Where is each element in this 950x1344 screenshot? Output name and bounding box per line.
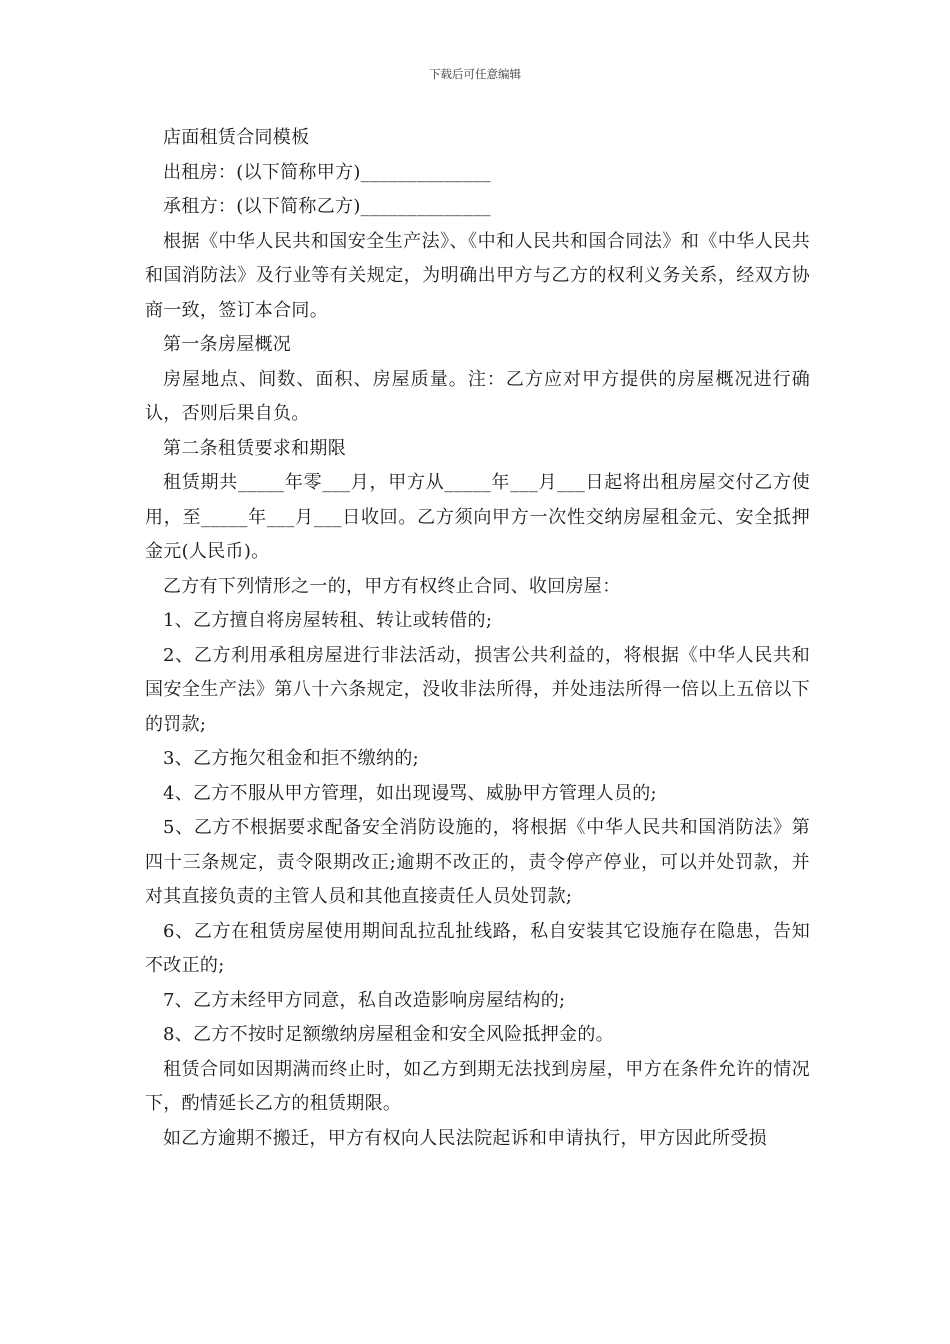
list-item-1: 1、乙方擅自将房屋转租、转让或转借的; xyxy=(163,610,493,631)
section-heading-1: 第一条房屋概况 xyxy=(163,334,292,355)
section-heading-2: 第二条租赁要求和期限 xyxy=(163,437,346,459)
paragraph-termination-intro: 乙方有下列情形之一的，甲方有权终止合同、收回房屋： xyxy=(163,575,621,597)
paragraph-expiry: 租赁合同如因期满而终止时，如乙方到期无法找到房屋，甲方在条件允许的情况下，酌情延长乙方的租赁期限。 xyxy=(145,1058,810,1114)
list-item-5: 5、乙方不根据要求配备安全消防设施的，将根据《中华人民共和国消防法》第四十三条规定，责令限期改正;逾期不改正的，责令停产停业，可以并处罚款，并对其直接负责的主管人员和其他直接责任人员处罚款; xyxy=(145,817,810,907)
list-item-6: 6、乙方在租赁房屋使用期间乱拉乱扯线路，私自安装其它设施存在隐患，告知不改正的; xyxy=(145,920,810,976)
list-item-8: 8、乙方不按时足额缴纳房屋租金和安全风险抵押金的。 xyxy=(163,1024,614,1045)
page-header: 下载后可任意编辑 xyxy=(429,67,521,81)
contract-title: 店面租赁合同模板 xyxy=(163,127,310,148)
contract-body xyxy=(145,121,810,1156)
list-item-7: 7、乙方未经甲方同意，私自改造影响房屋结构的; xyxy=(163,989,566,1011)
paragraph-overdue: 如乙方逾期不搬迁，甲方有权向人民法院起诉和申请执行，甲方因此所受损 xyxy=(163,1127,767,1149)
paragraph-property-overview: 房屋地点、间数、面积、房屋质量。注：乙方应对甲方提供的房屋概况进行确认，否则后果自负。 xyxy=(145,368,810,424)
preamble-paragraph: 根据《中华人民共和国安全生产法》、《中和人民共和国合同法》和《中华人民共和国消防法》及行业等有关规定，为明确出甲方与乙方的权利义务关系，经双方协商一致，签订本合同。 xyxy=(145,230,810,321)
lessee-line: 承租方：(以下简称乙方)______________ xyxy=(163,196,491,217)
list-item-2: 2、乙方利用承租房屋进行非法活动，损害公共利益的，将根据《中华人民共和国安全生产法》第八十六条规定，没收非法所得，并处违法所得一倍以上五倍以下的罚款; xyxy=(145,644,810,735)
paragraph-lease-term: 租赁期共_____年零___月，甲方从_____年___月___日起将出租房屋交付乙方使用，至_____年___月___日收回。乙方须向甲方一次性交纳房屋租金元、安全抵押金元(人民币)。 xyxy=(145,472,810,562)
list-item-4: 4、乙方不服从甲方管理，如出现谩骂、威胁甲方管理人员的; xyxy=(163,782,657,804)
lessor-line: 出租房：(以下简称甲方)______________ xyxy=(163,161,491,183)
list-item-3: 3、乙方拖欠租金和拒不缴纳的; xyxy=(163,748,420,769)
